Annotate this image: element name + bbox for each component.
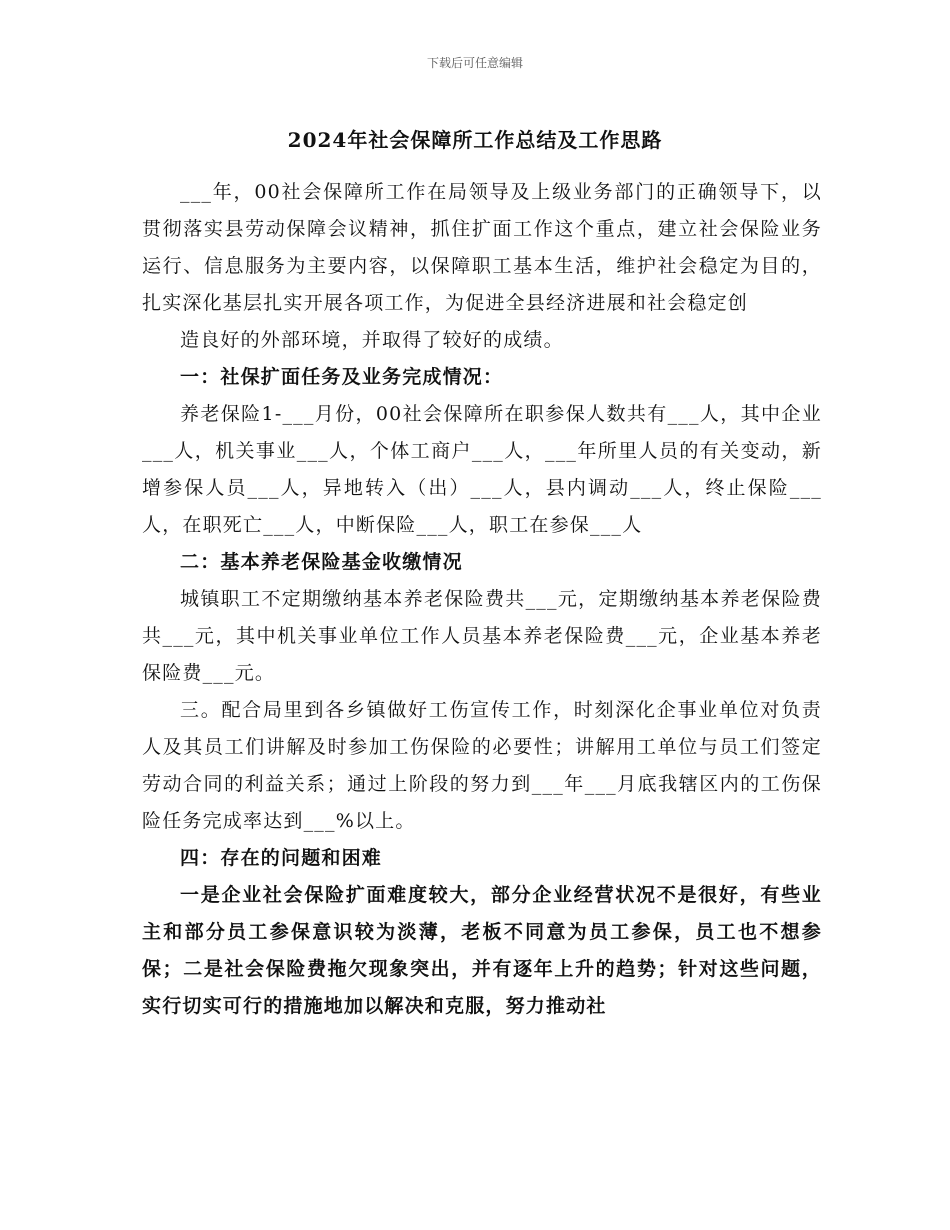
document-body <box>142 174 822 1025</box>
section-heading-1: 一：社保扩面任务及业务完成情况： <box>180 366 504 388</box>
paragraph-fund-collection: 城镇职工不定期缴纳基本养老保险费共___元，定期缴纳基本养老保险费共___元，其中机关事业单位工作人员基本养老保险费___元，企业基本养老保险费___元。 <box>142 588 822 684</box>
document-title: 2024年社会保障所工作总结及工作思路 <box>287 128 663 152</box>
header-note: 下载后可任意编辑 <box>426 56 523 70</box>
paragraph-pension-enrollment: 养老保险1-___月份，00社会保障所在职参保人数共有___人，其中企业___人，机关事业___人，个体工商户___人，___年所里人员的有关变动，新增参保人员___人，异地转入（出）___人，县内调动___人，终止保险___人，在职死亡___人，中断保险___人，职工在参保___人 <box>142 403 822 536</box>
paragraph-intro-continued: 造良好的外部环境，并取得了较好的成绩。 <box>180 329 564 351</box>
section-heading-2: 二：基本养老保险基金收缴情况 <box>180 551 463 573</box>
paragraph-work-injury: 三。配合局里到各乡镇做好工伤宣传工作，时刻深化企事业单位对负责人及其员工们讲解及时参加工伤保险的必要性；讲解用工单位与员工们签定劳动合同的利益关系；通过上阶段的努力到___年___月底我辖区内的工伤保险任务完成率达到___%以上。 <box>142 699 822 832</box>
paragraph-intro: ___年，00社会保障所工作在局领导及上级业务部门的正确领导下，以贯彻落实县劳动保障会议精神，抓住扩面工作这个重点，建立社会保险业务运行、信息服务为主要内容，以保障职工基本生活，维护社会稳定为目的，扎实深化基层扎实开展各项工作，为促进全县经济进展和社会稳定创 <box>142 181 822 314</box>
section-heading-4: 四：存在的问题和困难 <box>180 847 383 869</box>
paragraph-problems: 一是企业社会保险扩面难度较大，部分企业经营状况不是很好，有些业主和部分员工参保意识较为淡薄，老板不同意为员工参保，员工也不想参保；二是社会保险费拖欠现象突出，并有逐年上升的趋势；针对这些问题，实行切实可行的措施地加以解决和克服，努力推动社 <box>142 884 822 1017</box>
